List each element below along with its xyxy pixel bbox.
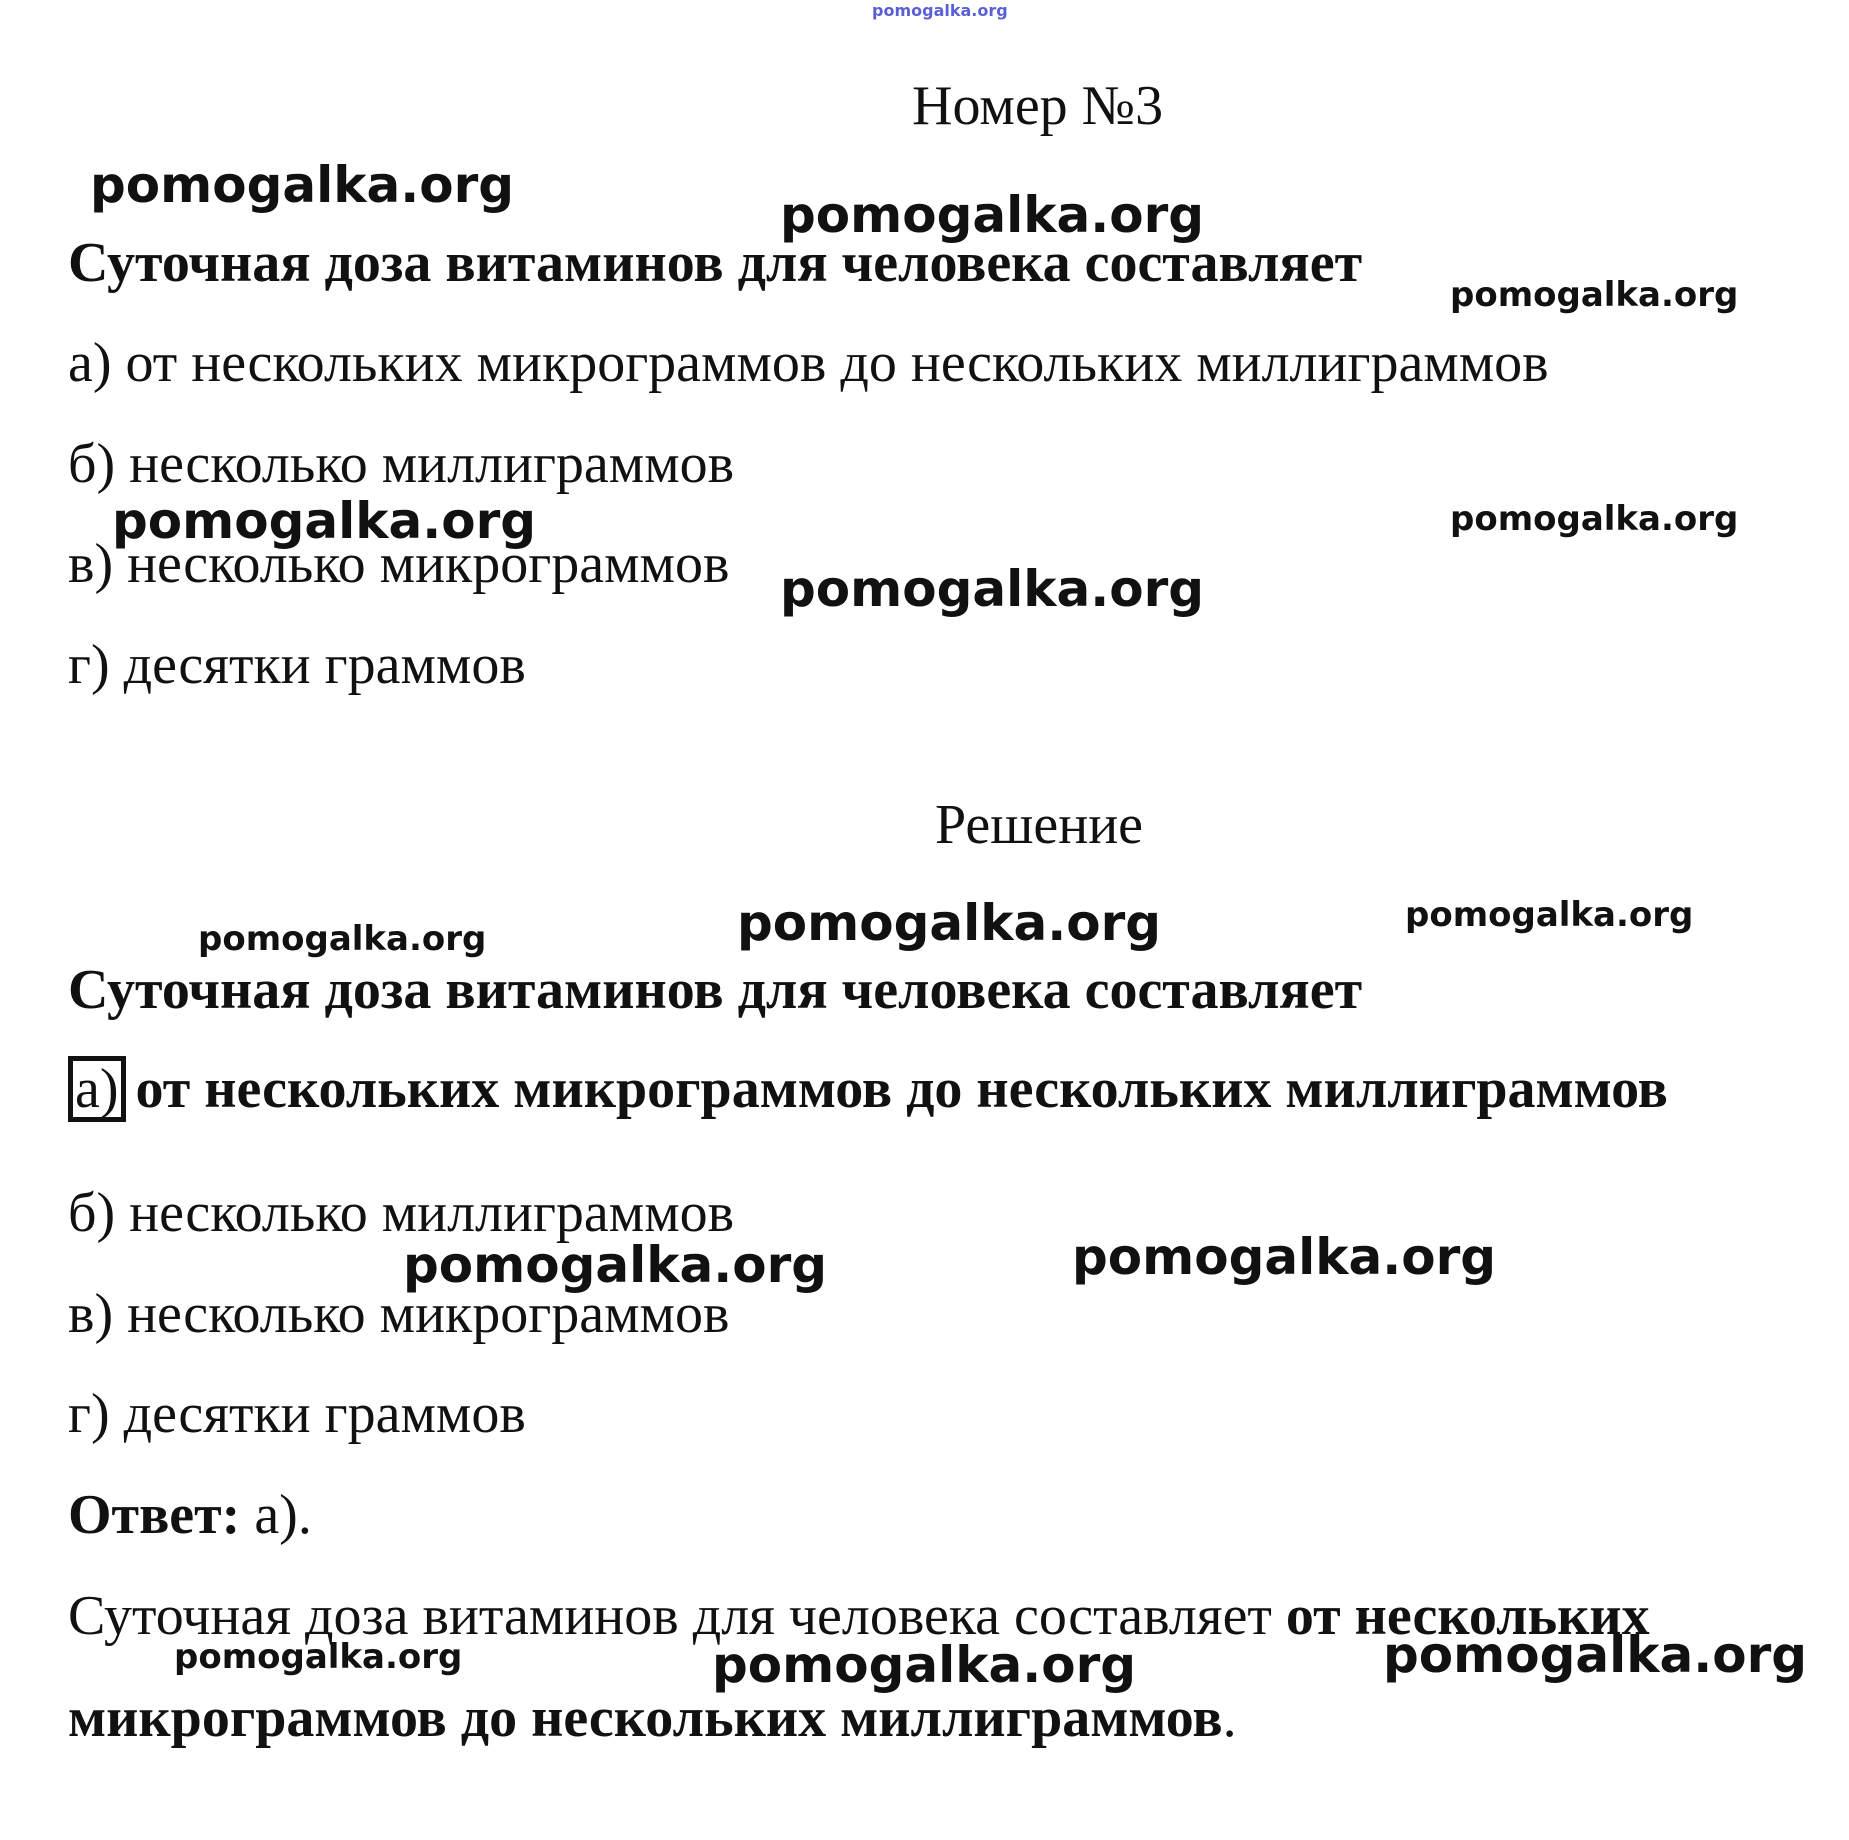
explanation-bold-1: от нескольких [1285,1585,1650,1647]
solution-correct-option [68,1056,1668,1122]
watermark: pomogalka.org [780,186,1205,244]
option-c: в) несколько микрограммов [68,533,730,595]
watermark: pomogalka.org [403,1236,828,1294]
option-d: г) десятки граммов [68,634,526,696]
solution-option-c: в) несколько микрограммов [68,1283,730,1345]
watermark: pomogalka.org [1405,895,1694,935]
question-text: Суточная доза витаминов для человека составляет [68,232,1363,294]
solution-option-b: б) несколько миллиграммов [68,1182,735,1244]
watermark: pomogalka.org [737,894,1162,952]
watermark: pomogalka.org [174,1637,463,1677]
explanation-line-2 [68,1687,1237,1749]
solution-question-text: Суточная доза витаминов для человека составляет [68,959,1363,1021]
watermark: pomogalka.org [1450,275,1739,315]
answer-value: а). [240,1484,312,1546]
explanation-bold-2: микрограммов до нескольких миллиграммов [68,1687,1223,1749]
watermark: pomogalka.org [780,560,1205,618]
option-a: а) от нескольких микрограммов до нескольких миллиграммов [68,332,1549,394]
explanation-plain: Суточная доза витаминов для человека составляет [68,1585,1286,1647]
answer-line [68,1484,312,1546]
watermark: pomogalka.org [1072,1228,1497,1286]
watermark: pomogalka.org [198,919,487,959]
watermark: pomogalka.org [1383,1626,1808,1684]
option-b: б) несколько миллиграммов [68,433,735,495]
solution-option-d: г) десятки граммов [68,1383,526,1445]
watermark: pomogalka.org [90,156,515,214]
solution-heading: Решение [935,794,1144,856]
correct-answer-text: от нескольких микрограммов до нескольких миллиграммов [135,1058,1668,1120]
correct-answer-marker: а) [68,1056,126,1122]
watermark: pomogalka.org [112,492,537,550]
explanation-end: . [1222,1687,1237,1749]
watermark: pomogalka.org [712,1636,1137,1694]
page-title: Номер №3 [912,75,1164,137]
top-watermark-link[interactable]: pomogalka.org [872,1,1008,20]
watermark: pomogalka.org [1450,499,1739,539]
answer-label: Ответ: [68,1484,241,1546]
